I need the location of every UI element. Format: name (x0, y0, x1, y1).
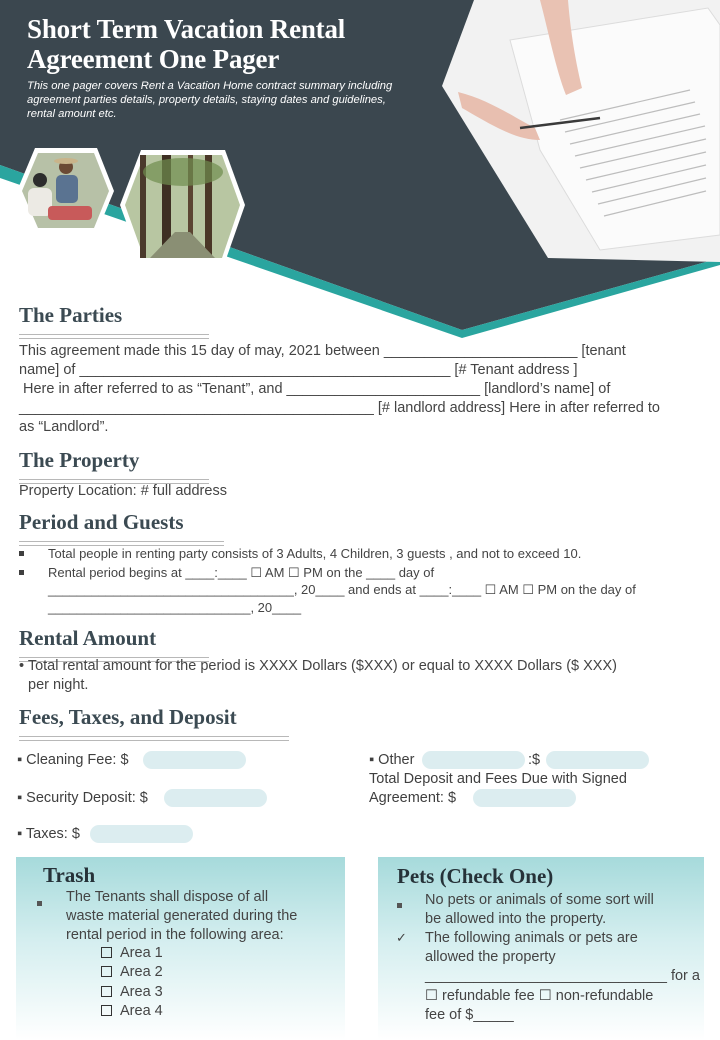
parties-line: name] of ______________________________________________ [# Tenant address ] (19, 362, 578, 378)
other-fee-label: ▪ Other (369, 752, 415, 768)
guests-text: Total people in renting party consists of 3 Adults, 4 Children, 3 guests , and not to exceed 10. (48, 546, 582, 561)
rental-line: • Total rental amount for the period is XXXX Dollars ($XXX) or equal to XXXX Dollars ($ XXX) (19, 658, 617, 674)
heading-rule (19, 740, 289, 741)
heading-rule (19, 334, 209, 335)
pets-option-line: allowed the property (425, 949, 556, 965)
total-deposit-field[interactable] (473, 789, 576, 807)
heading-rule (19, 736, 289, 737)
heading-rule (19, 541, 224, 542)
area-checkbox[interactable] (101, 1005, 112, 1016)
total-deposit-label-2: Agreement: $ (369, 790, 457, 806)
area-checkbox[interactable] (101, 966, 112, 977)
trash-area-item[interactable] (101, 945, 163, 961)
pets-option-line: be allowed into the property. (425, 911, 607, 927)
area-label: Area 2 (120, 964, 163, 980)
trash-area-item[interactable] (101, 964, 163, 980)
period-heading-text: Period and Guests (19, 510, 184, 534)
area-checkbox[interactable] (101, 947, 112, 958)
guests-bullet (19, 545, 30, 563)
property-heading (19, 448, 209, 473)
parties-line: This agreement made this 15 day of may, 2021 between ________________________ [tenant (19, 343, 626, 359)
trash-bullet (37, 896, 48, 914)
area-label: Area 3 (120, 984, 163, 1000)
pets-option-line: The following animals or pets are (425, 930, 638, 946)
page-title: Short Term Vacation Rental Agreement One Pager (27, 14, 346, 74)
pets-fee-amount-line: fee of $_____ (425, 1007, 514, 1023)
pets-blank-line: ______________________________ for a (425, 968, 700, 984)
period-heading (19, 510, 224, 535)
parties-line: as “Landlord”. (19, 419, 109, 435)
period-line: ____________________________, 20____ (48, 600, 302, 615)
checkmark-icon: ✓ (396, 930, 407, 945)
security-deposit-field[interactable] (164, 789, 267, 807)
fees-heading-text: Fees, Taxes, and Deposit (19, 705, 237, 729)
heading-rule (19, 338, 209, 339)
intro-text: This one pager covers Rent a Vacation Home contract summary including agreement parties details, property details, staying dates and guidelines, rental amount etc. (27, 80, 393, 120)
trash-area-item[interactable] (101, 984, 163, 1000)
cleaning-fee-field[interactable] (143, 751, 246, 769)
pets-heading: Pets (Check One) (397, 864, 554, 888)
taxes-label: ▪ Taxes: $ (17, 826, 80, 842)
security-deposit-label: ▪ Security Deposit: $ (17, 790, 148, 806)
trash-text-line: waste material generated during the (66, 908, 298, 924)
period-line: __________________________________, 20____ and ends at ____:____ ☐ AM ☐ PM on the day of (48, 582, 636, 597)
trash-panel (16, 857, 345, 1040)
period-line: Rental period begins at ____:____ ☐ AM ☐ PM on the ____ day of (48, 565, 435, 580)
parties-line: Here in after referred to as “Tenant”, and ________________________ [landlord’s name] of (23, 381, 611, 397)
property-heading-text: The Property (19, 448, 140, 472)
trash-text-line: The Tenants shall dispose of all (66, 889, 269, 905)
other-fee-amount-field[interactable] (546, 751, 649, 769)
area-label: Area 4 (120, 1003, 163, 1019)
other-fee-separator: :$ (528, 752, 541, 768)
total-deposit-label: Total Deposit and Fees Due with Signed (369, 771, 627, 787)
family-picnic-photo (17, 148, 114, 232)
pets-option-line: No pets or animals of some sort will (425, 892, 654, 908)
parties-heading-text: The Parties (19, 303, 123, 327)
heading-rule (19, 479, 209, 480)
cleaning-fee-label: ▪ Cleaning Fee: $ (17, 752, 129, 768)
taxes-field[interactable] (90, 825, 193, 843)
period-bullet (19, 564, 30, 582)
rental-heading (19, 626, 209, 651)
trash-text-line: rental period in the following area: (66, 927, 284, 943)
pets-fee-type-line: ☐ refundable fee ☐ non-refundable (425, 988, 654, 1004)
other-fee-name-field[interactable] (422, 751, 525, 769)
pets-bullet (397, 898, 408, 916)
trash-heading: Trash (43, 863, 96, 887)
area-checkbox[interactable] (101, 986, 112, 997)
trash-area-item[interactable] (101, 1003, 163, 1019)
parties-heading (19, 303, 209, 328)
fees-heading (19, 705, 289, 730)
rental-line: per night. (28, 677, 89, 693)
property-location: Property Location: # full address (19, 483, 227, 499)
parties-line: ____________________________________________ [# landlord address] Here in after referred to (19, 400, 660, 416)
rental-heading-text: Rental Amount (19, 626, 157, 650)
pets-panel (378, 857, 704, 1040)
forest-path-photo (120, 150, 245, 262)
area-label: Area 1 (120, 945, 163, 961)
